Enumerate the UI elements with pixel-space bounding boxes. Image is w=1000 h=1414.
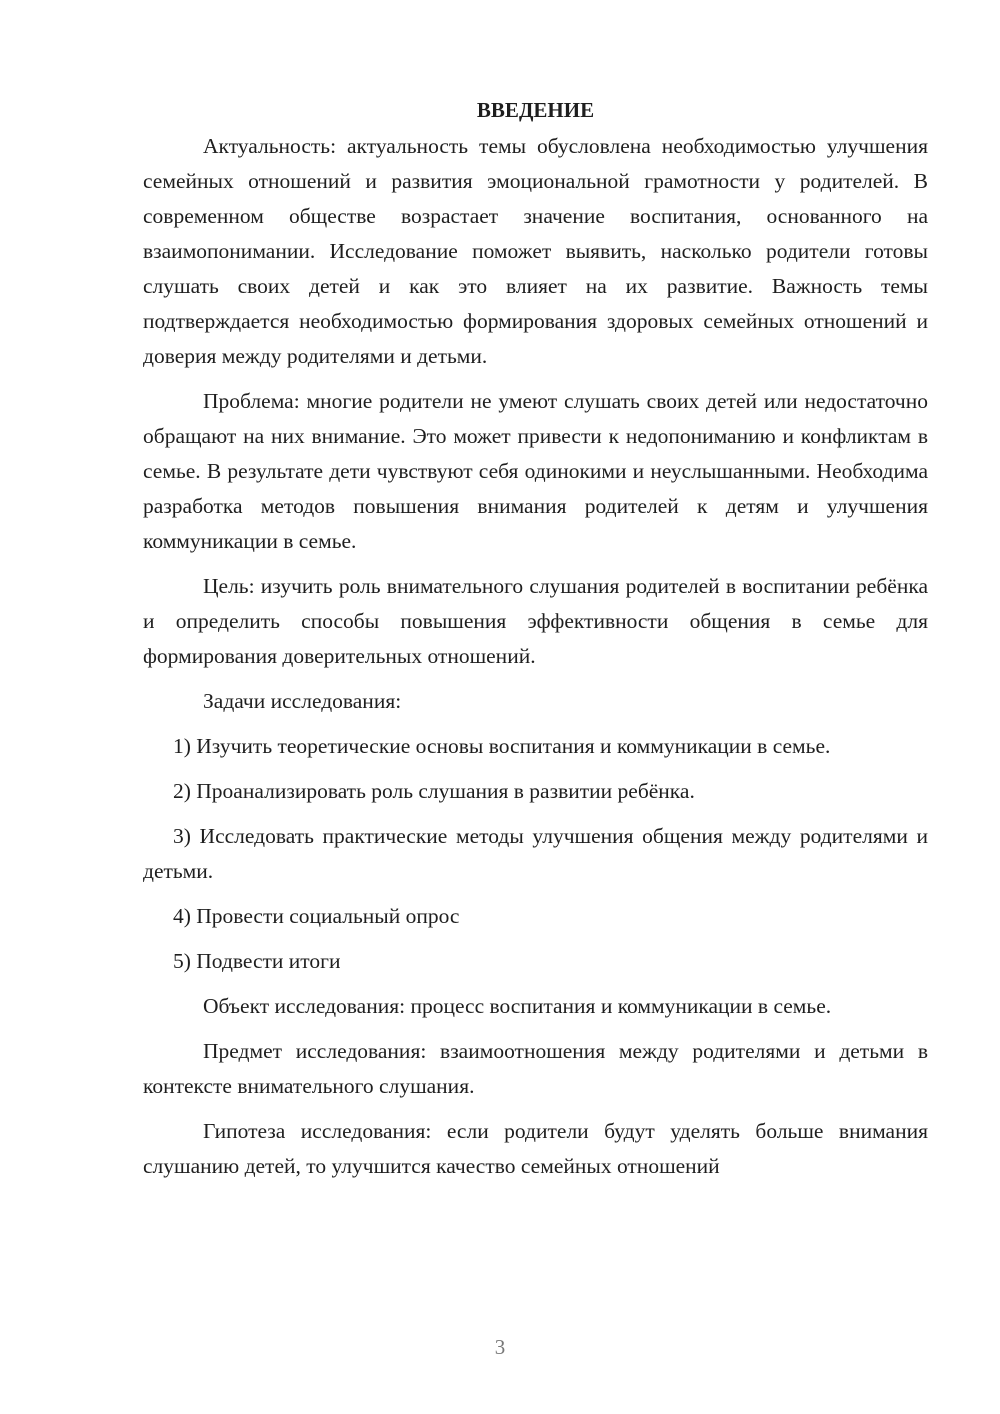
hypothesis-paragraph: Гипотеза исследования: если родители будут уделять больше внимания слушанию детей, то улучшится качество семейных отношений xyxy=(143,1119,928,1178)
task-item-2: 2) Проанализировать роль слушания в развитии ребёнка. xyxy=(173,779,695,803)
problem-paragraph: Проблема: многие родители не умеют слушать своих детей или недостаточно обращают на них внимание. Это может привести к недопониманию и конфликтам в семье. В результате дети чувствуют себя одинокими и неуслышанными. Необходима разработка методов повышения внимания родителей к детям и улучшения коммуникации в семье. xyxy=(143,389,928,553)
subject-paragraph: Предмет исследования: взаимоотношения между родителями и детьми в контексте внимательного слушания. xyxy=(143,1039,928,1098)
task-item-3: 3) Исследовать практические методы улучшения общения между родителями и детьми. xyxy=(143,824,928,883)
page-content xyxy=(143,93,928,1194)
tasks-heading: Задачи исследования: xyxy=(203,689,402,713)
relevance-paragraph: Актуальность: актуальность темы обусловлена необходимостью улучшения семейных отношений и развития эмоциональной грамотности у родителей. В современном обществе возрастает значение воспитания, основанного на взаимопонимании. Исследование поможет выявить, насколько родители готовы слушать своих детей и как это влияет на их развитие. Важность темы подтверждается необходимостью формирования здоровых семейных отношений и доверия между родителями и детьми. xyxy=(143,134,928,368)
object-paragraph: Объект исследования: процесс воспитания и коммуникации в семье. xyxy=(203,994,832,1018)
task-item-5: 5) Подвести итоги xyxy=(173,949,341,973)
task-item-4: 4) Провести социальный опрос xyxy=(173,904,460,928)
task-item-1: 1) Изучить теоретические основы воспитания и коммуникации в семье. xyxy=(173,734,831,758)
section-title: ВВЕДЕНИЕ xyxy=(476,98,595,122)
page-number: 3 xyxy=(494,1335,506,1359)
goal-paragraph: Цель: изучить роль внимательного слушания родителей в воспитании ребёнка и определить способы повышения эффективности общения в семье для формирования доверительных отношений. xyxy=(143,574,928,668)
